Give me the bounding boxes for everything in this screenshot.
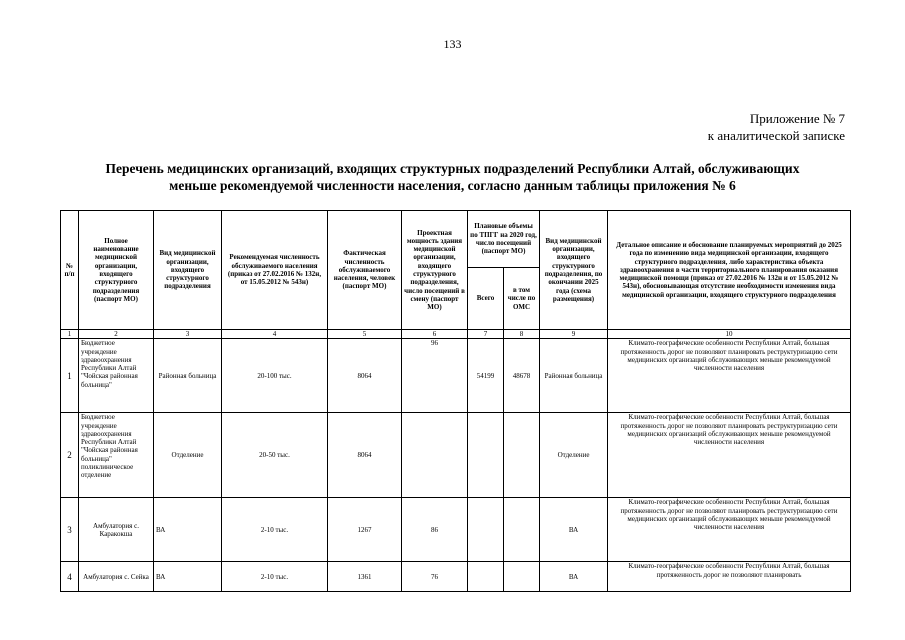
recommended-population: 2-10 тыс. xyxy=(222,562,328,592)
capacity: 96 xyxy=(402,339,468,413)
description: Климато-географические особенности Республики Алтай, большая протяженность дорог не позволяют планировать xyxy=(608,562,851,592)
title-line1: Перечень медицинских организаций, входящих структурных подразделений Республики Алтай, обслуживающих xyxy=(105,161,800,176)
header-col-name: Полное наименование медицинской организации, входящего структурного подразделения (паспорт МО) xyxy=(79,211,154,330)
row-number: 3 xyxy=(61,498,79,562)
actual-population: 1267 xyxy=(328,498,402,562)
column-number: 2 xyxy=(79,330,154,339)
description: Климато-географические особенности Республики Алтай, большая протяженность дорог не позволяют планировать реструктуризацию сети медицинских организаций обслуживающих меньше рекомендуемой численности населения xyxy=(608,413,851,498)
document-title xyxy=(40,160,865,194)
org-name: Бюджетное учреждение здравоохранения Республики Алтай "Чойская районная больница" поликлиническое отделение xyxy=(79,413,154,498)
capacity: 76 xyxy=(402,562,468,592)
header-col-num: № п/п xyxy=(61,211,79,330)
planned-total xyxy=(468,562,504,592)
column-number: 6 xyxy=(402,330,468,339)
actual-population: 8064 xyxy=(328,413,402,498)
recommended-population: 2-10 тыс. xyxy=(222,498,328,562)
org-name: Бюджетное учреждение здравоохранения Республики Алтай "Чойская районная больница" xyxy=(79,339,154,413)
table-row xyxy=(61,413,851,498)
org-type-2025: ВА xyxy=(540,498,608,562)
org-type-2025: Районная больница xyxy=(540,339,608,413)
appendix-line1: Приложение № 7 xyxy=(749,111,845,126)
org-type-2025: ВА xyxy=(540,562,608,592)
planned-total xyxy=(468,498,504,562)
capacity: 86 xyxy=(402,498,468,562)
row-number: 4 xyxy=(61,562,79,592)
header-col-recommended: Рекомендуемая численность обслуживаемого населения (приказ от 27.02.2016 № 132н, от 15.05.2012 № 543н) xyxy=(222,211,328,330)
description: Климато-географические особенности Республики Алтай, большая протяженность дорог не позволяют планировать реструктуризацию сети медицинских организаций обслуживающих меньше рекомендуемой численности населения xyxy=(608,498,851,562)
org-name: Амбулатория с. Сейка xyxy=(79,562,154,592)
header-col-capacity: Проектная мощность здания медицинской организации, входящего структурного подразделения, число посещений в смену (паспорт МО) xyxy=(402,211,468,330)
column-number: 8 xyxy=(504,330,540,339)
header-col-type-2025: Вид медицинской организации, входящего структурного подразделения, по окончании 2025 года (схема размещения) xyxy=(540,211,608,330)
org-type: Отделение xyxy=(154,413,222,498)
org-type: Районная больница xyxy=(154,339,222,413)
org-type: ВА xyxy=(154,498,222,562)
table-row xyxy=(61,562,851,592)
recommended-population: 20-50 тыс. xyxy=(222,413,328,498)
column-number: 3 xyxy=(154,330,222,339)
header-col-total: Всего xyxy=(468,268,504,330)
organizations-table xyxy=(60,210,851,592)
appendix-line2: к аналитической записке xyxy=(707,128,845,143)
row-number: 2 xyxy=(61,413,79,498)
appendix-caption xyxy=(708,110,845,144)
column-number: 10 xyxy=(608,330,851,339)
title-line2: меньше рекомендуемой численности населения, согласно данным таблицы приложения № 6 xyxy=(169,178,736,193)
column-number: 7 xyxy=(468,330,504,339)
planned-oms xyxy=(504,562,540,592)
page-number: 133 xyxy=(443,37,462,51)
column-number: 1 xyxy=(61,330,79,339)
row-number: 1 xyxy=(61,339,79,413)
column-number: 9 xyxy=(540,330,608,339)
header-col-planned: Плановые объемы по ТПГГ на 2020 год, число посещений (паспорт МО) xyxy=(468,211,540,268)
actual-population: 1361 xyxy=(328,562,402,592)
org-name: Амбулатория с. Каракокша xyxy=(79,498,154,562)
capacity xyxy=(402,413,468,498)
column-number: 4 xyxy=(222,330,328,339)
header-col-type: Вид медицинской организации, входящего структурного подразделения xyxy=(154,211,222,330)
header-col-oms: в том числе по ОМС xyxy=(504,268,540,330)
column-number-row xyxy=(61,330,851,339)
planned-total xyxy=(468,413,504,498)
org-type-2025: Отделение xyxy=(540,413,608,498)
planned-total: 54199 xyxy=(468,339,504,413)
table-row xyxy=(61,498,851,562)
recommended-population: 20-100 тыс. xyxy=(222,339,328,413)
planned-oms: 48678 xyxy=(504,339,540,413)
header-col-actual: Фактическая численность обслуживаемого населения, человек (паспорт МО) xyxy=(328,211,402,330)
header-col-description: Детальное описание и обоснование планируемых мероприятий до 2025 года по изменению вида медицинской организации, входящего структурного подразделения, либо характеристика объекта здравоохранения в части территориального планирования оказания медицинской помощи (приказ от 27.02.2016 № 132н и от 15.05.2012 № 543н), обосновывающая отсутствие необходимости изменения вида медицинской организации, входящего структурного подразделения xyxy=(608,211,851,330)
org-type: ВА xyxy=(154,562,222,592)
actual-population: 8064 xyxy=(328,339,402,413)
planned-oms xyxy=(504,413,540,498)
table-row xyxy=(61,339,851,413)
description: Климато-географические особенности Республики Алтай, большая протяженность дорог не позволяют планировать реструктуризацию сети медицинских организаций обслуживающих меньше рекомендуемой численности населения xyxy=(608,339,851,413)
planned-oms xyxy=(504,498,540,562)
column-number: 5 xyxy=(328,330,402,339)
